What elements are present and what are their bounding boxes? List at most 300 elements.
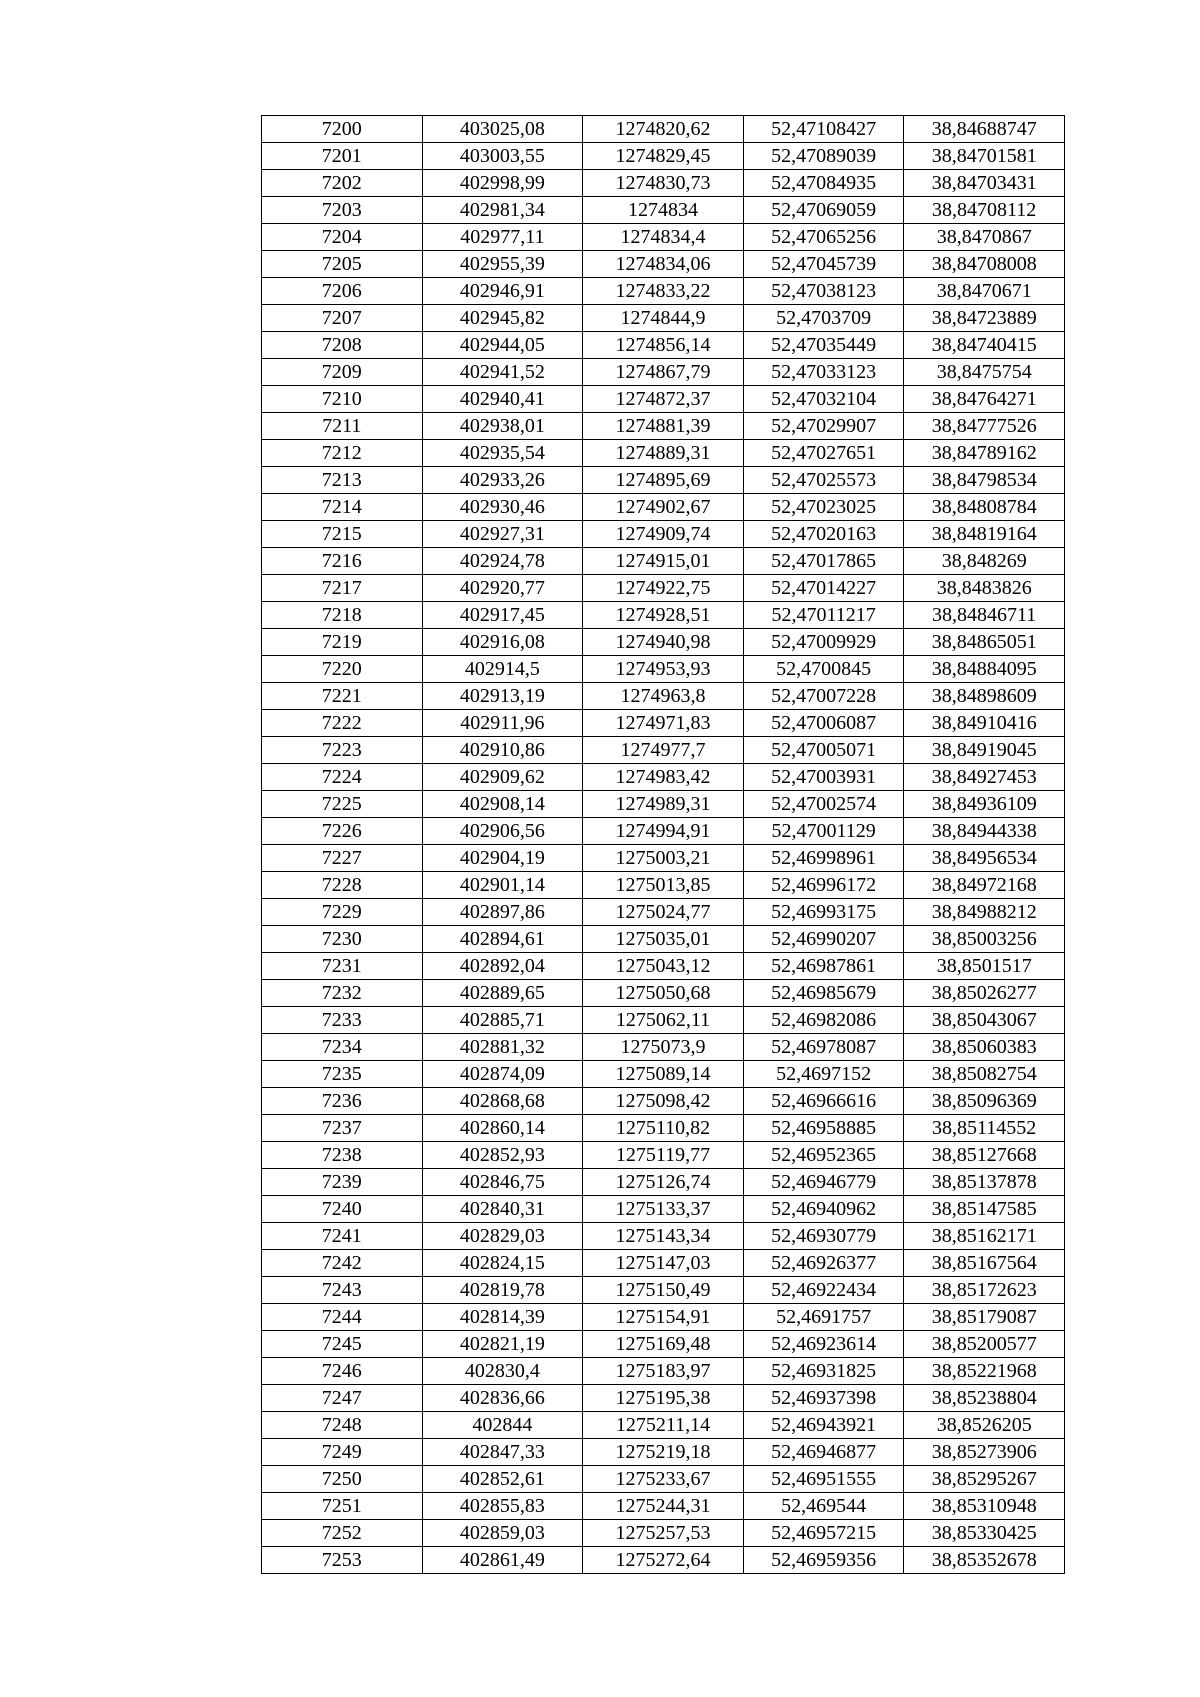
longitude-cell: 38,84723889 [904, 305, 1065, 332]
x-coordinate-cell: 402885,71 [422, 1007, 583, 1034]
y-coordinate-cell: 1275110,82 [583, 1115, 744, 1142]
y-coordinate-cell: 1274963,8 [583, 683, 744, 710]
y-coordinate-cell: 1274820,62 [583, 116, 744, 143]
table-row [262, 548, 1065, 575]
x-coordinate-cell: 402927,31 [422, 521, 583, 548]
point-number-cell: 7201 [262, 143, 423, 170]
latitude-cell: 52,47002574 [743, 791, 904, 818]
longitude-cell: 38,848269 [904, 548, 1065, 575]
point-number-cell: 7212 [262, 440, 423, 467]
x-coordinate-cell: 402911,96 [422, 710, 583, 737]
latitude-cell: 52,469544 [743, 1493, 904, 1520]
table-row [262, 1412, 1065, 1439]
coordinate-table [261, 115, 1065, 1574]
y-coordinate-cell: 1275013,85 [583, 872, 744, 899]
y-coordinate-cell: 1275043,12 [583, 953, 744, 980]
point-number-cell: 7211 [262, 413, 423, 440]
latitude-cell: 52,46990207 [743, 926, 904, 953]
longitude-cell: 38,85330425 [904, 1520, 1065, 1547]
point-number-cell: 7205 [262, 251, 423, 278]
x-coordinate-cell: 402855,83 [422, 1493, 583, 1520]
point-number-cell: 7247 [262, 1385, 423, 1412]
longitude-cell: 38,8470867 [904, 224, 1065, 251]
point-number-cell: 7209 [262, 359, 423, 386]
x-coordinate-cell: 402917,45 [422, 602, 583, 629]
latitude-cell: 52,47023025 [743, 494, 904, 521]
y-coordinate-cell: 1275119,77 [583, 1142, 744, 1169]
longitude-cell: 38,84703431 [904, 170, 1065, 197]
latitude-cell: 52,47020163 [743, 521, 904, 548]
table-row [262, 953, 1065, 980]
point-number-cell: 7237 [262, 1115, 423, 1142]
table-row [262, 764, 1065, 791]
y-coordinate-cell: 1275062,11 [583, 1007, 744, 1034]
y-coordinate-cell: 1274983,42 [583, 764, 744, 791]
longitude-cell: 38,84956534 [904, 845, 1065, 872]
longitude-cell: 38,84846711 [904, 602, 1065, 629]
x-coordinate-cell: 402908,14 [422, 791, 583, 818]
longitude-cell: 38,84764271 [904, 386, 1065, 413]
longitude-cell: 38,85172623 [904, 1277, 1065, 1304]
x-coordinate-cell: 402930,46 [422, 494, 583, 521]
latitude-cell: 52,46926377 [743, 1250, 904, 1277]
point-number-cell: 7224 [262, 764, 423, 791]
latitude-cell: 52,46966616 [743, 1088, 904, 1115]
x-coordinate-cell: 402819,78 [422, 1277, 583, 1304]
coordinate-table-body [262, 116, 1065, 1574]
latitude-cell: 52,4703709 [743, 305, 904, 332]
point-number-cell: 7235 [262, 1061, 423, 1088]
point-number-cell: 7243 [262, 1277, 423, 1304]
latitude-cell: 52,47003931 [743, 764, 904, 791]
x-coordinate-cell: 402897,86 [422, 899, 583, 926]
longitude-cell: 38,85179087 [904, 1304, 1065, 1331]
x-coordinate-cell: 402906,56 [422, 818, 583, 845]
point-number-cell: 7222 [262, 710, 423, 737]
y-coordinate-cell: 1274844,9 [583, 305, 744, 332]
x-coordinate-cell: 402955,39 [422, 251, 583, 278]
table-row [262, 386, 1065, 413]
point-number-cell: 7216 [262, 548, 423, 575]
table-row [262, 656, 1065, 683]
longitude-cell: 38,8483826 [904, 575, 1065, 602]
point-number-cell: 7249 [262, 1439, 423, 1466]
latitude-cell: 52,47014227 [743, 575, 904, 602]
table-row [262, 1358, 1065, 1385]
point-number-cell: 7252 [262, 1520, 423, 1547]
latitude-cell: 52,47108427 [743, 116, 904, 143]
x-coordinate-cell: 402829,03 [422, 1223, 583, 1250]
point-number-cell: 7240 [262, 1196, 423, 1223]
longitude-cell: 38,84708008 [904, 251, 1065, 278]
x-coordinate-cell: 402909,62 [422, 764, 583, 791]
y-coordinate-cell: 1274915,01 [583, 548, 744, 575]
longitude-cell: 38,84927453 [904, 764, 1065, 791]
x-coordinate-cell: 402868,68 [422, 1088, 583, 1115]
point-number-cell: 7226 [262, 818, 423, 845]
x-coordinate-cell: 402945,82 [422, 305, 583, 332]
latitude-cell: 52,46998961 [743, 845, 904, 872]
x-coordinate-cell: 402938,01 [422, 413, 583, 440]
x-coordinate-cell: 402830,4 [422, 1358, 583, 1385]
longitude-cell: 38,85060383 [904, 1034, 1065, 1061]
x-coordinate-cell: 402924,78 [422, 548, 583, 575]
y-coordinate-cell: 1274977,7 [583, 737, 744, 764]
table-row [262, 251, 1065, 278]
latitude-cell: 52,47027651 [743, 440, 904, 467]
x-coordinate-cell: 402910,86 [422, 737, 583, 764]
latitude-cell: 52,46931825 [743, 1358, 904, 1385]
latitude-cell: 52,46958885 [743, 1115, 904, 1142]
x-coordinate-cell: 402904,19 [422, 845, 583, 872]
latitude-cell: 52,47065256 [743, 224, 904, 251]
x-coordinate-cell: 402889,65 [422, 980, 583, 1007]
table-row [262, 926, 1065, 953]
table-row [262, 1277, 1065, 1304]
table-row [262, 143, 1065, 170]
table-row [262, 1061, 1065, 1088]
y-coordinate-cell: 1274989,31 [583, 791, 744, 818]
latitude-cell: 52,47032104 [743, 386, 904, 413]
table-row [262, 278, 1065, 305]
table-row [262, 1034, 1065, 1061]
table-row [262, 1520, 1065, 1547]
latitude-cell: 52,46943921 [743, 1412, 904, 1439]
latitude-cell: 52,46982086 [743, 1007, 904, 1034]
y-coordinate-cell: 1274834 [583, 197, 744, 224]
x-coordinate-cell: 402946,91 [422, 278, 583, 305]
point-number-cell: 7217 [262, 575, 423, 602]
y-coordinate-cell: 1274895,69 [583, 467, 744, 494]
latitude-cell: 52,46996172 [743, 872, 904, 899]
x-coordinate-cell: 402941,52 [422, 359, 583, 386]
latitude-cell: 52,47001129 [743, 818, 904, 845]
y-coordinate-cell: 1275098,42 [583, 1088, 744, 1115]
x-coordinate-cell: 402852,93 [422, 1142, 583, 1169]
y-coordinate-cell: 1274834,06 [583, 251, 744, 278]
x-coordinate-cell: 402913,19 [422, 683, 583, 710]
latitude-cell: 52,47084935 [743, 170, 904, 197]
table-row [262, 1466, 1065, 1493]
y-coordinate-cell: 1275143,34 [583, 1223, 744, 1250]
latitude-cell: 52,47011217 [743, 602, 904, 629]
point-number-cell: 7227 [262, 845, 423, 872]
longitude-cell: 38,85026277 [904, 980, 1065, 1007]
x-coordinate-cell: 402920,77 [422, 575, 583, 602]
point-number-cell: 7239 [262, 1169, 423, 1196]
longitude-cell: 38,84688747 [904, 116, 1065, 143]
point-number-cell: 7203 [262, 197, 423, 224]
longitude-cell: 38,84777526 [904, 413, 1065, 440]
x-coordinate-cell: 402981,34 [422, 197, 583, 224]
x-coordinate-cell: 402852,61 [422, 1466, 583, 1493]
table-row [262, 332, 1065, 359]
longitude-cell: 38,85082754 [904, 1061, 1065, 1088]
table-row [262, 1115, 1065, 1142]
table-row [262, 1439, 1065, 1466]
table-row [262, 359, 1065, 386]
y-coordinate-cell: 1275169,48 [583, 1331, 744, 1358]
longitude-cell: 38,85238804 [904, 1385, 1065, 1412]
longitude-cell: 38,84708112 [904, 197, 1065, 224]
latitude-cell: 52,46985679 [743, 980, 904, 1007]
x-coordinate-cell: 402874,09 [422, 1061, 583, 1088]
x-coordinate-cell: 402881,32 [422, 1034, 583, 1061]
point-number-cell: 7230 [262, 926, 423, 953]
latitude-cell: 52,47006087 [743, 710, 904, 737]
point-number-cell: 7238 [262, 1142, 423, 1169]
longitude-cell: 38,85295267 [904, 1466, 1065, 1493]
y-coordinate-cell: 1274889,31 [583, 440, 744, 467]
table-row [262, 170, 1065, 197]
table-row [262, 899, 1065, 926]
table-row [262, 791, 1065, 818]
longitude-cell: 38,84936109 [904, 791, 1065, 818]
table-row [262, 629, 1065, 656]
latitude-cell: 52,47025573 [743, 467, 904, 494]
y-coordinate-cell: 1275257,53 [583, 1520, 744, 1547]
x-coordinate-cell: 402977,11 [422, 224, 583, 251]
y-coordinate-cell: 1275272,64 [583, 1547, 744, 1574]
y-coordinate-cell: 1275150,49 [583, 1277, 744, 1304]
table-row [262, 1142, 1065, 1169]
table-row [262, 1304, 1065, 1331]
point-number-cell: 7231 [262, 953, 423, 980]
longitude-cell: 38,84972168 [904, 872, 1065, 899]
longitude-cell: 38,84701581 [904, 143, 1065, 170]
x-coordinate-cell: 402901,14 [422, 872, 583, 899]
latitude-cell: 52,46993175 [743, 899, 904, 926]
x-coordinate-cell: 402859,03 [422, 1520, 583, 1547]
y-coordinate-cell: 1275211,14 [583, 1412, 744, 1439]
longitude-cell: 38,8470671 [904, 278, 1065, 305]
latitude-cell: 52,46923614 [743, 1331, 904, 1358]
longitude-cell: 38,85096369 [904, 1088, 1065, 1115]
x-coordinate-cell: 402844 [422, 1412, 583, 1439]
longitude-cell: 38,85003256 [904, 926, 1065, 953]
latitude-cell: 52,47045739 [743, 251, 904, 278]
point-number-cell: 7218 [262, 602, 423, 629]
x-coordinate-cell: 402814,39 [422, 1304, 583, 1331]
table-row [262, 1196, 1065, 1223]
point-number-cell: 7207 [262, 305, 423, 332]
y-coordinate-cell: 1275073,9 [583, 1034, 744, 1061]
table-row [262, 521, 1065, 548]
table-row [262, 1223, 1065, 1250]
point-number-cell: 7210 [262, 386, 423, 413]
y-coordinate-cell: 1275233,67 [583, 1466, 744, 1493]
point-number-cell: 7221 [262, 683, 423, 710]
y-coordinate-cell: 1274922,75 [583, 575, 744, 602]
table-row [262, 1331, 1065, 1358]
y-coordinate-cell: 1275154,91 [583, 1304, 744, 1331]
table-row [262, 710, 1065, 737]
longitude-cell: 38,84798534 [904, 467, 1065, 494]
latitude-cell: 52,46978087 [743, 1034, 904, 1061]
table-row [262, 413, 1065, 440]
table-row [262, 494, 1065, 521]
y-coordinate-cell: 1274856,14 [583, 332, 744, 359]
y-coordinate-cell: 1274940,98 [583, 629, 744, 656]
longitude-cell: 38,8501517 [904, 953, 1065, 980]
x-coordinate-cell: 402846,75 [422, 1169, 583, 1196]
point-number-cell: 7233 [262, 1007, 423, 1034]
longitude-cell: 38,85043067 [904, 1007, 1065, 1034]
y-coordinate-cell: 1274994,91 [583, 818, 744, 845]
x-coordinate-cell: 402894,61 [422, 926, 583, 953]
y-coordinate-cell: 1274881,39 [583, 413, 744, 440]
table-row [262, 980, 1065, 1007]
y-coordinate-cell: 1275183,97 [583, 1358, 744, 1385]
point-number-cell: 7223 [262, 737, 423, 764]
x-coordinate-cell: 402933,26 [422, 467, 583, 494]
table-row [262, 305, 1065, 332]
longitude-cell: 38,84808784 [904, 494, 1065, 521]
latitude-cell: 52,46987861 [743, 953, 904, 980]
x-coordinate-cell: 402935,54 [422, 440, 583, 467]
x-coordinate-cell: 402836,66 [422, 1385, 583, 1412]
longitude-cell: 38,85167564 [904, 1250, 1065, 1277]
y-coordinate-cell: 1274953,93 [583, 656, 744, 683]
table-row [262, 737, 1065, 764]
longitude-cell: 38,84898609 [904, 683, 1065, 710]
longitude-cell: 38,84819164 [904, 521, 1065, 548]
x-coordinate-cell: 402940,41 [422, 386, 583, 413]
y-coordinate-cell: 1274830,73 [583, 170, 744, 197]
point-number-cell: 7213 [262, 467, 423, 494]
latitude-cell: 52,46946877 [743, 1439, 904, 1466]
x-coordinate-cell: 402840,31 [422, 1196, 583, 1223]
x-coordinate-cell: 402998,99 [422, 170, 583, 197]
latitude-cell: 52,4691757 [743, 1304, 904, 1331]
x-coordinate-cell: 402860,14 [422, 1115, 583, 1142]
point-number-cell: 7242 [262, 1250, 423, 1277]
table-row [262, 602, 1065, 629]
latitude-cell: 52,46951555 [743, 1466, 904, 1493]
y-coordinate-cell: 1275024,77 [583, 899, 744, 926]
longitude-cell: 38,85137878 [904, 1169, 1065, 1196]
point-number-cell: 7236 [262, 1088, 423, 1115]
latitude-cell: 52,47005071 [743, 737, 904, 764]
latitude-cell: 52,47069059 [743, 197, 904, 224]
point-number-cell: 7232 [262, 980, 423, 1007]
longitude-cell: 38,85200577 [904, 1331, 1065, 1358]
latitude-cell: 52,47089039 [743, 143, 904, 170]
table-row [262, 845, 1065, 872]
point-number-cell: 7248 [262, 1412, 423, 1439]
x-coordinate-cell: 403003,55 [422, 143, 583, 170]
longitude-cell: 38,85273906 [904, 1439, 1065, 1466]
point-number-cell: 7200 [262, 116, 423, 143]
longitude-cell: 38,84944338 [904, 818, 1065, 845]
latitude-cell: 52,46946779 [743, 1169, 904, 1196]
point-number-cell: 7202 [262, 170, 423, 197]
table-row [262, 1385, 1065, 1412]
longitude-cell: 38,85127668 [904, 1142, 1065, 1169]
longitude-cell: 38,85310948 [904, 1493, 1065, 1520]
table-row [262, 1169, 1065, 1196]
point-number-cell: 7234 [262, 1034, 423, 1061]
longitude-cell: 38,85114552 [904, 1115, 1065, 1142]
table-row [262, 1493, 1065, 1520]
longitude-cell: 38,8526205 [904, 1412, 1065, 1439]
latitude-cell: 52,4697152 [743, 1061, 904, 1088]
table-row [262, 872, 1065, 899]
y-coordinate-cell: 1274928,51 [583, 602, 744, 629]
longitude-cell: 38,85147585 [904, 1196, 1065, 1223]
point-number-cell: 7250 [262, 1466, 423, 1493]
x-coordinate-cell: 402892,04 [422, 953, 583, 980]
longitude-cell: 38,84884095 [904, 656, 1065, 683]
table-row [262, 818, 1065, 845]
table-row [262, 467, 1065, 494]
y-coordinate-cell: 1274829,45 [583, 143, 744, 170]
y-coordinate-cell: 1275244,31 [583, 1493, 744, 1520]
latitude-cell: 52,47009929 [743, 629, 904, 656]
y-coordinate-cell: 1274834,4 [583, 224, 744, 251]
point-number-cell: 7215 [262, 521, 423, 548]
x-coordinate-cell: 402821,19 [422, 1331, 583, 1358]
longitude-cell: 38,85162171 [904, 1223, 1065, 1250]
table-row [262, 1250, 1065, 1277]
x-coordinate-cell: 402916,08 [422, 629, 583, 656]
y-coordinate-cell: 1275133,37 [583, 1196, 744, 1223]
latitude-cell: 52,47007228 [743, 683, 904, 710]
x-coordinate-cell: 402944,05 [422, 332, 583, 359]
x-coordinate-cell: 402824,15 [422, 1250, 583, 1277]
table-row [262, 1088, 1065, 1115]
y-coordinate-cell: 1275050,68 [583, 980, 744, 1007]
latitude-cell: 52,46940962 [743, 1196, 904, 1223]
longitude-cell: 38,85221968 [904, 1358, 1065, 1385]
x-coordinate-cell: 403025,08 [422, 116, 583, 143]
latitude-cell: 52,46922434 [743, 1277, 904, 1304]
latitude-cell: 52,46957215 [743, 1520, 904, 1547]
latitude-cell: 52,47029907 [743, 413, 904, 440]
longitude-cell: 38,8475754 [904, 359, 1065, 386]
point-number-cell: 7251 [262, 1493, 423, 1520]
x-coordinate-cell: 402914,5 [422, 656, 583, 683]
point-number-cell: 7241 [262, 1223, 423, 1250]
longitude-cell: 38,84919045 [904, 737, 1065, 764]
y-coordinate-cell: 1274872,37 [583, 386, 744, 413]
y-coordinate-cell: 1274867,79 [583, 359, 744, 386]
y-coordinate-cell: 1274833,22 [583, 278, 744, 305]
latitude-cell: 52,4700845 [743, 656, 904, 683]
point-number-cell: 7219 [262, 629, 423, 656]
y-coordinate-cell: 1274902,67 [583, 494, 744, 521]
table-row [262, 116, 1065, 143]
table-row [262, 224, 1065, 251]
longitude-cell: 38,84740415 [904, 332, 1065, 359]
point-number-cell: 7214 [262, 494, 423, 521]
y-coordinate-cell: 1275089,14 [583, 1061, 744, 1088]
x-coordinate-cell: 402847,33 [422, 1439, 583, 1466]
latitude-cell: 52,47035449 [743, 332, 904, 359]
longitude-cell: 38,85352678 [904, 1547, 1065, 1574]
point-number-cell: 7244 [262, 1304, 423, 1331]
point-number-cell: 7245 [262, 1331, 423, 1358]
point-number-cell: 7225 [262, 791, 423, 818]
latitude-cell: 52,47017865 [743, 548, 904, 575]
latitude-cell: 52,47038123 [743, 278, 904, 305]
y-coordinate-cell: 1275035,01 [583, 926, 744, 953]
latitude-cell: 52,47033123 [743, 359, 904, 386]
point-number-cell: 7206 [262, 278, 423, 305]
point-number-cell: 7228 [262, 872, 423, 899]
table-row [262, 575, 1065, 602]
longitude-cell: 38,84865051 [904, 629, 1065, 656]
